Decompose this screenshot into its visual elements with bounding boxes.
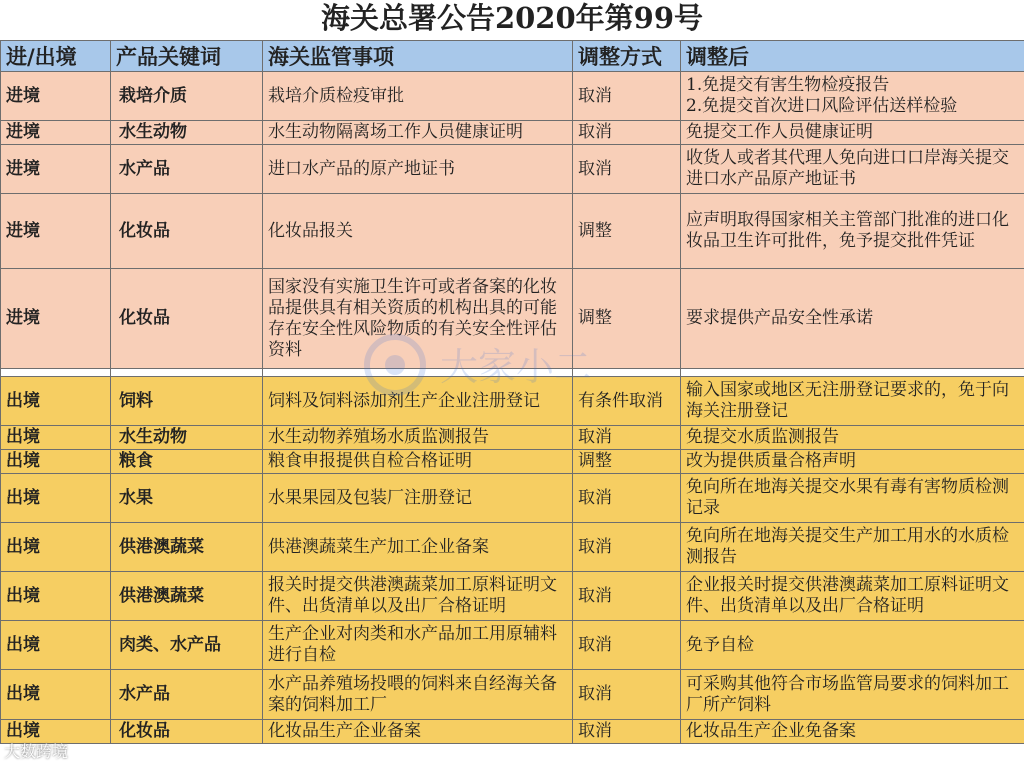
row-direction: 出境	[1, 450, 111, 474]
table-row	[1, 121, 1024, 145]
row-item: 水生动物养殖场水质监测报告	[263, 426, 573, 450]
section-divider	[1, 369, 1024, 377]
row-after	[681, 194, 1024, 269]
row-item: 生产企业对肉类和水产品加工用原辅料进行自检	[263, 621, 573, 670]
divider-cell	[681, 369, 1024, 377]
row-mode: 调整	[573, 450, 681, 474]
row-item: 国家没有实施卫生许可或者备案的化妆品提供具有相关资质的机构出具的可能存在安全性风险物质的有关安全性评估资料	[263, 269, 573, 369]
row-after	[681, 121, 1024, 145]
row-mode: 有条件取消	[573, 377, 681, 426]
row-after	[681, 269, 1024, 369]
table-row	[1, 377, 1024, 426]
row-mode: 取消	[573, 670, 681, 720]
header-mode: 调整方式	[573, 41, 681, 72]
row-keyword: 肉类、水产品	[111, 621, 263, 670]
row-after-line: 改为提供质量合格声明	[686, 451, 856, 471]
table-row	[1, 621, 1024, 670]
table-header-row	[1, 41, 1024, 72]
row-after-line: 企业报关时提交供港澳蔬菜加工原料证明文件、出货清单以及出厂合格证明	[686, 575, 1009, 616]
row-after-line: 要求提供产品安全性承诺	[686, 308, 873, 328]
row-direction: 出境	[1, 523, 111, 572]
row-mode: 取消	[573, 121, 681, 145]
row-after-line: 收货人或者其代理人免向进口口岸海关提交进口水产品原产地证书	[686, 148, 1009, 189]
row-item: 进口水产品的原产地证书	[263, 145, 573, 194]
row-direction: 进境	[1, 194, 111, 269]
row-keyword: 水产品	[111, 145, 263, 194]
row-direction: 出境	[1, 670, 111, 720]
row-keyword: 化妆品	[111, 194, 263, 269]
row-direction: 出境	[1, 572, 111, 621]
row-keyword: 水生动物	[111, 121, 263, 145]
table-row	[1, 474, 1024, 523]
row-after-line: 免提交水质监测报告	[686, 427, 839, 447]
row-keyword: 水果	[111, 474, 263, 523]
row-after	[681, 720, 1024, 744]
row-direction: 进境	[1, 121, 111, 145]
row-mode: 调整	[573, 194, 681, 269]
row-mode: 调整	[573, 269, 681, 369]
row-keyword: 栽培介质	[111, 72, 263, 121]
row-item: 水产品养殖场投喂的饲料来自经海关备案的饲料加工厂	[263, 670, 573, 720]
table-row	[1, 72, 1024, 121]
header-after: 调整后	[681, 41, 1024, 72]
customs-table	[0, 40, 1024, 744]
table-row	[1, 426, 1024, 450]
row-keyword: 化妆品	[111, 720, 263, 744]
row-keyword: 粮食	[111, 450, 263, 474]
row-after	[681, 670, 1024, 720]
row-after	[681, 523, 1024, 572]
row-mode: 取消	[573, 474, 681, 523]
row-direction: 出境	[1, 474, 111, 523]
divider-cell	[573, 369, 681, 377]
row-item: 饲料及饲料添加剂生产企业注册登记	[263, 377, 573, 426]
row-direction: 出境	[1, 377, 111, 426]
row-after-line: 可采购其他符合市场监管局要求的饲料加工厂所产饲料	[686, 673, 1009, 715]
row-after-line: 1.免提交有害生物检疫报告	[686, 75, 890, 95]
row-item: 供港澳蔬菜生产加工企业备案	[263, 523, 573, 572]
row-mode: 取消	[573, 621, 681, 670]
row-after	[681, 72, 1024, 121]
row-keyword: 水生动物	[111, 426, 263, 450]
row-after-line: 免予自检	[686, 634, 754, 655]
divider-cell	[263, 369, 573, 377]
table-row	[1, 572, 1024, 621]
row-after-line: 免向所在地海关提交生产加工用水的水质检测报告	[686, 526, 1009, 567]
header-item: 海关监管事项	[263, 41, 573, 72]
row-direction: 出境	[1, 720, 111, 744]
row-after	[681, 572, 1024, 621]
row-after-line: 化妆品生产企业免备案	[686, 721, 856, 741]
row-direction: 出境	[1, 621, 111, 670]
row-after	[681, 621, 1024, 670]
row-direction: 进境	[1, 145, 111, 194]
table-row	[1, 269, 1024, 369]
table-row	[1, 670, 1024, 720]
table-row	[1, 720, 1024, 744]
row-mode: 取消	[573, 72, 681, 121]
row-keyword: 水产品	[111, 670, 263, 720]
row-keyword: 供港澳蔬菜	[111, 572, 263, 621]
row-direction: 进境	[1, 269, 111, 369]
row-item: 水生动物隔离场工作人员健康证明	[263, 121, 573, 145]
row-item: 化妆品报关	[263, 194, 573, 269]
row-after	[681, 377, 1024, 426]
row-after	[681, 450, 1024, 474]
header-keyword: 产品关键词	[111, 41, 263, 72]
table-row	[1, 450, 1024, 474]
divider-cell	[111, 369, 263, 377]
row-after-line: 免向所在地海关提交水果有毒有害物质检测记录	[686, 477, 1009, 518]
row-keyword: 供港澳蔬菜	[111, 523, 263, 572]
row-after	[681, 426, 1024, 450]
row-item: 水果果园及包装厂注册登记	[263, 474, 573, 523]
row-keyword: 化妆品	[111, 269, 263, 369]
row-keyword: 饲料	[111, 377, 263, 426]
row-item: 报关时提交供港澳蔬菜加工原料证明文件、出货清单以及出厂合格证明	[263, 572, 573, 621]
row-mode: 取消	[573, 145, 681, 194]
header-direction: 进/出境	[1, 41, 111, 72]
row-after	[681, 145, 1024, 194]
row-item: 粮食申报提供自检合格证明	[263, 450, 573, 474]
row-after-line: 应声明取得国家相关主管部门批准的进口化妆品卫生许可批件，免予提交批件凭证	[686, 210, 1009, 251]
row-mode: 取消	[573, 523, 681, 572]
row-after	[681, 474, 1024, 523]
row-mode: 取消	[573, 426, 681, 450]
divider-cell	[1, 369, 111, 377]
row-mode: 取消	[573, 572, 681, 621]
row-mode: 取消	[573, 720, 681, 744]
table-row	[1, 194, 1024, 269]
table-row	[1, 523, 1024, 572]
row-direction: 进境	[1, 72, 111, 121]
row-direction: 出境	[1, 426, 111, 450]
row-after-line: 2.免提交首次进口风险评估送样检验	[686, 96, 958, 116]
row-after-line: 输入国家或地区无注册登记要求的，免于向海关注册登记	[686, 380, 1009, 421]
row-item: 化妆品生产企业备案	[263, 720, 573, 744]
footer-logo: 大数跨境	[4, 742, 69, 761]
table-row	[1, 145, 1024, 194]
page-title: 海关总署公告2020年第99号	[320, 1, 704, 35]
row-item: 栽培介质检疫审批	[263, 72, 573, 121]
row-after-line: 免提交工作人员健康证明	[686, 122, 873, 142]
